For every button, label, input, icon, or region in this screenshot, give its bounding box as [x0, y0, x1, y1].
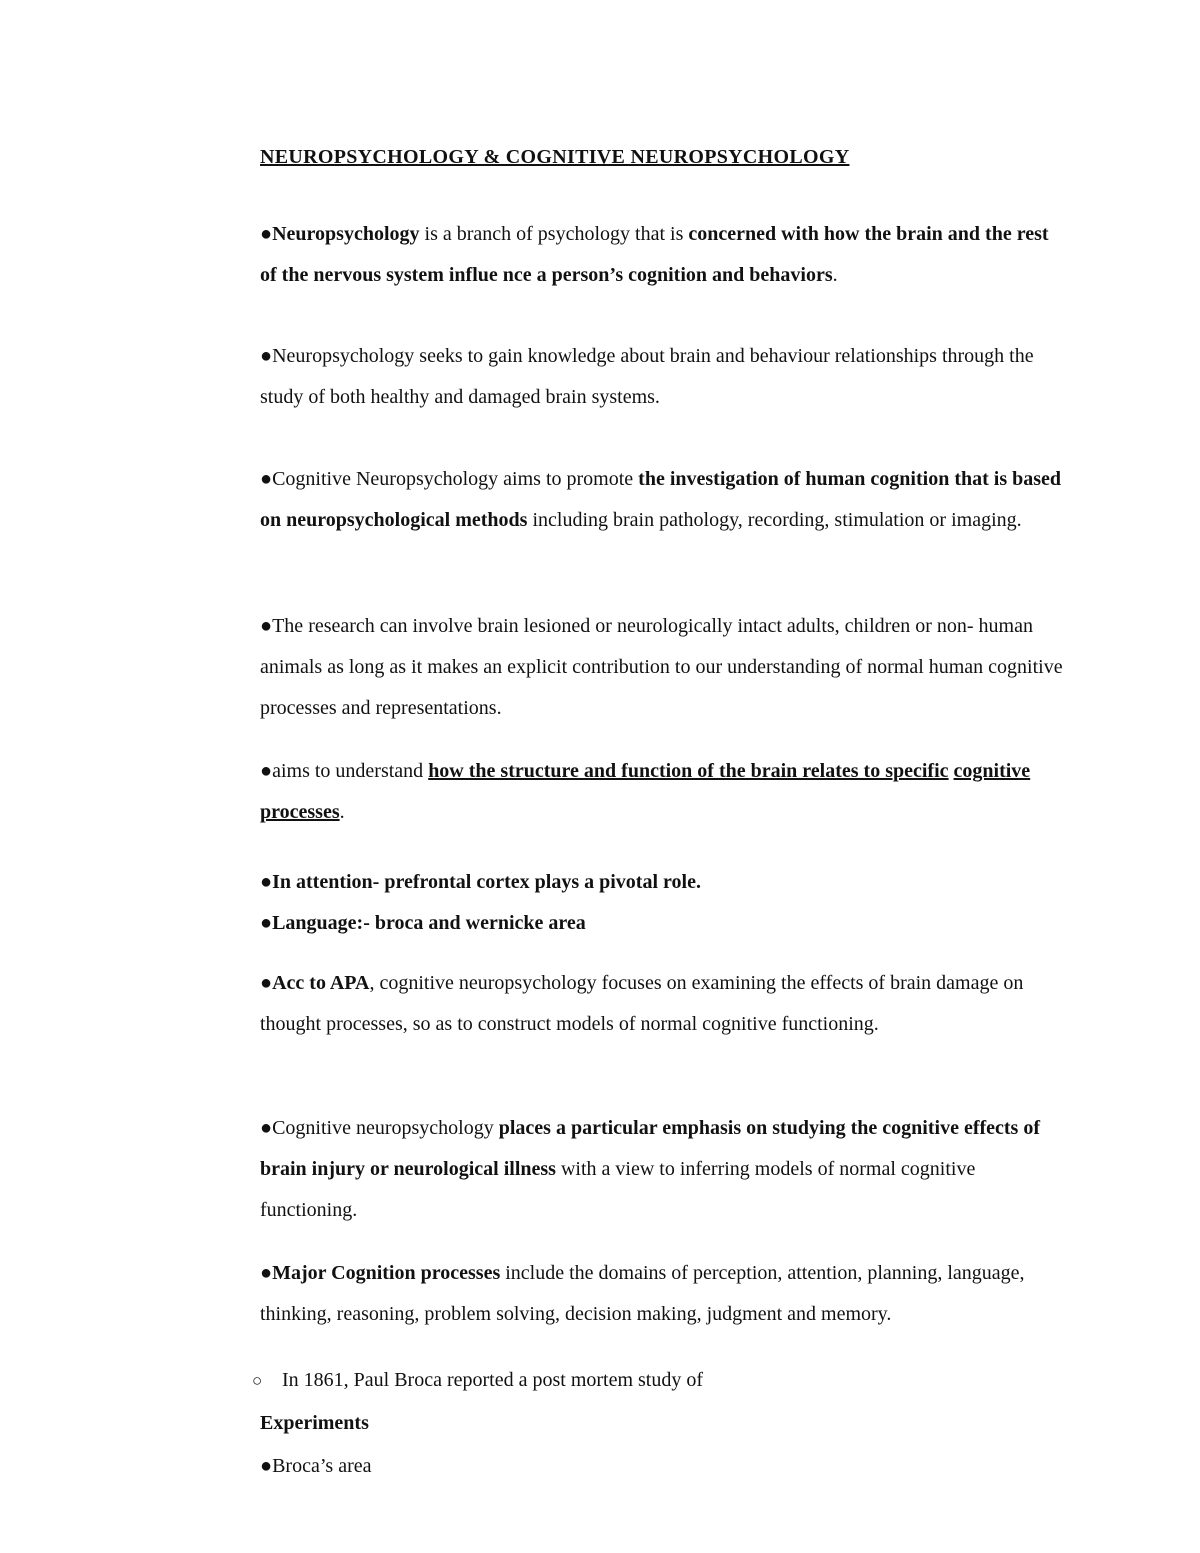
bullet: ● [260, 1262, 273, 1284]
bullet: ● [260, 871, 273, 893]
bullet: ● [260, 615, 273, 637]
paragraph-emphasis [260, 1108, 1070, 1231]
bullet: ● [260, 345, 273, 367]
term-neuropsychology: Neuropsychology [272, 223, 420, 245]
paragraph-cognitive-neuropsychology-aims [260, 459, 1070, 541]
text: including brain pathology, recording, stimulation or imaging. [527, 509, 1022, 531]
paragraph-aims-understand [260, 751, 1070, 833]
text: , cognitive neuropsychology focuses on examining the effects of brain damage on thought processes, so as to construct models of normal cognitive functioning. [260, 972, 1024, 1035]
bold-text: Acc to APA [272, 972, 370, 994]
paragraph-language [260, 903, 1070, 944]
bold-text: places a particular emphasis on studying the cognitive effects of brain injury or neurological illness [260, 1117, 1041, 1180]
text: The research can involve brain lesioned or neurologically intact adults, children or non- human animals as long as it makes an explicit contribution to our understanding of normal human cognitive processes and representations. [260, 615, 1063, 719]
circle-bullet-icon: ○ [252, 1371, 263, 1390]
text: Cognitive Neuropsychology aims to promote [272, 468, 639, 490]
text: is a branch of psychology that is [419, 223, 689, 245]
paragraph-neuropsychology-goal [260, 336, 1070, 418]
list-item-brocas-area [260, 1455, 371, 1478]
bold-text: the investigation of human cognition that is based on neuropsychological methods [260, 468, 1062, 531]
list-item-broca-study [252, 1368, 703, 1393]
bold-text: In attention- prefrontal cortex plays a pivotal role. [272, 871, 701, 893]
text: . [339, 801, 345, 823]
paragraph-research-subjects [260, 606, 1070, 729]
text: In 1861, Paul Broca reported a post mortem study of [282, 1369, 704, 1391]
text: aims to understand [272, 760, 429, 782]
bullet: ● [260, 223, 273, 245]
section-heading-experiments: Experiments [260, 1412, 369, 1434]
text: . [832, 264, 838, 286]
underlined-text: how the structure and function of the brain relates to specific [428, 760, 949, 782]
text: with a view to inferring models of normal cognitive functioning. [260, 1158, 976, 1221]
text: Cognitive neuropsychology [272, 1117, 499, 1139]
text: Neuropsychology seeks to gain knowledge about brain and behaviour relationships through the study of both healthy and damaged brain systems. [260, 345, 1034, 408]
bullet: ● [260, 468, 273, 490]
paragraph-attention [260, 862, 1070, 903]
bullet: ● [260, 760, 273, 782]
paragraph-apa-definition [260, 963, 1070, 1045]
bold-text: concerned with how the brain and the rest of the nervous system influe nce a person’s cognition and behaviors [260, 223, 1049, 286]
paragraph-major-processes [260, 1253, 1070, 1335]
page-title: NEUROPSYCHOLOGY & COGNITIVE NEUROPSYCHOLOGY [260, 146, 850, 168]
bold-text: Major Cognition processes [272, 1262, 501, 1284]
bullet: ● [260, 1455, 273, 1477]
bold-text: Language:- broca and wernicke area [272, 912, 586, 934]
paragraph-neuropsychology-definition [260, 214, 1070, 296]
bullet: ● [260, 1117, 273, 1139]
bullet: ● [260, 912, 273, 934]
text: include the domains of perception, attention, planning, language, thinking, reasoning, problem solving, decision making, judgment and memory. [260, 1262, 1025, 1325]
underlined-text: cognitive processes [260, 760, 1031, 823]
text: Broca’s area [272, 1455, 372, 1477]
bullet: ● [260, 972, 273, 994]
